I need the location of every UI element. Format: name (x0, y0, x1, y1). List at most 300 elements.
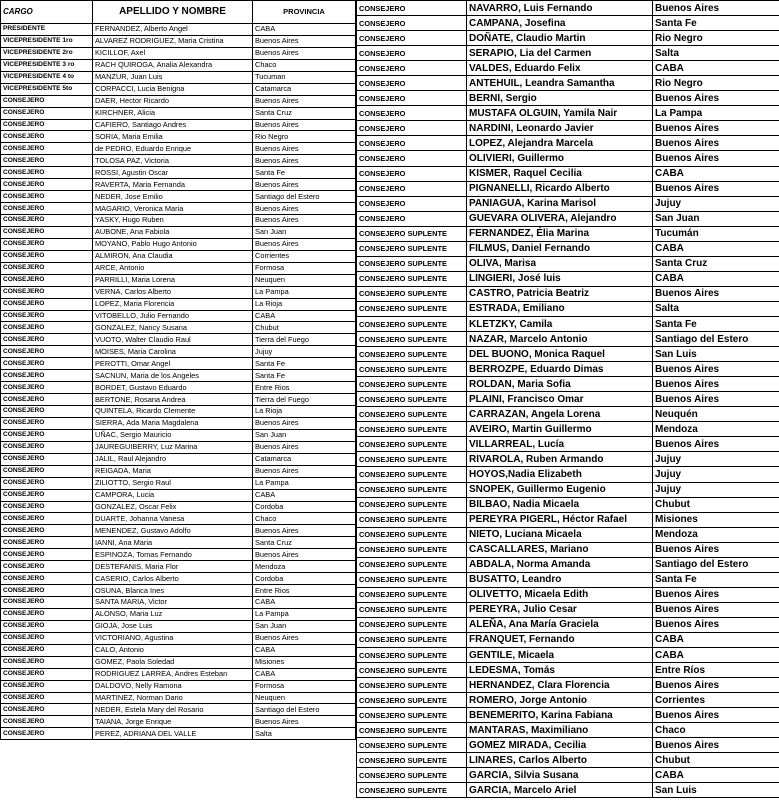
provincia-cell: Chaco (253, 59, 356, 71)
table-row (357, 452, 779, 467)
nombre-cell: VITOBELLO, Julio Fernando (93, 310, 253, 322)
provincia-cell: Mendoza (653, 422, 779, 437)
nombre-cell: UÑAC, Sergio Mauricio (93, 429, 253, 441)
nombre-cell: PANIAGUA, Karina Marisol (467, 196, 653, 211)
provincia-cell: Santa Fe (253, 167, 356, 179)
cargo-cell: CONSEJERO SUPLENTE (357, 497, 467, 512)
nombre-cell: NIETO, Luciana Micaela (467, 527, 653, 542)
cargo-cell: CONSEJERO (1, 632, 93, 644)
provincia-cell: CABA (653, 241, 779, 256)
cargo-cell: CONSEJERO (1, 119, 93, 131)
provincia-cell: Rio Negro (253, 131, 356, 143)
provincia-cell: Buenos Aires (653, 121, 779, 136)
nombre-cell: NEDER, Jose Emilio (93, 191, 253, 203)
nombre-cell: GOMEZ, Paola Soledad (93, 656, 253, 668)
nombre-cell: HERNANDEZ, Clara Florencia (467, 678, 653, 693)
provincia-cell: Chaco (253, 513, 356, 525)
table-row (1, 668, 356, 680)
nombre-cell: DAER, Hector Ricardo (93, 95, 253, 107)
cargo-cell: VICEPRESIDENTE 1ro (1, 35, 93, 47)
table-row (1, 477, 356, 489)
nombre-cell: ROMERO, Jorge Antonio (467, 693, 653, 708)
provincia-cell: Buenos Aires (653, 738, 779, 753)
provincia-cell: Salta (653, 301, 779, 316)
table-row (357, 1, 779, 16)
nombre-cell: LINARES, Carlos Alberto (467, 753, 653, 768)
cargo-cell: PRESIDENTE (1, 24, 93, 36)
provincia-cell: Chubut (253, 322, 356, 334)
nombre-cell: DALDOVO, Nelly Ramona (93, 680, 253, 692)
provincia-cell: Neuquen (253, 692, 356, 704)
table-row (357, 362, 779, 377)
table-row (1, 47, 356, 59)
nombre-cell: MOISES, Maria Carolina (93, 346, 253, 358)
nombre-cell: DUARTE, Johanna Vanesa (93, 513, 253, 525)
provincia-cell: Tierra del Fuego (253, 334, 356, 346)
table-row (1, 71, 356, 83)
nombre-cell: BUSATTO, Leandro (467, 572, 653, 587)
nombre-cell: YASKY, Hugo Ruben (93, 215, 253, 227)
provincia-cell: Chaco (653, 723, 779, 738)
nombre-cell: KIRCHNER, Alicia (93, 107, 253, 119)
provincia-cell: Formosa (253, 680, 356, 692)
table-row (1, 24, 356, 36)
cargo-cell: CONSEJERO SUPLENTE (357, 437, 467, 452)
cargo-cell: CONSEJERO (357, 16, 467, 31)
table-row (357, 91, 779, 106)
table-row (1, 35, 356, 47)
provincia-cell: Corrientes (253, 250, 356, 262)
table-row (1, 453, 356, 465)
table-row (357, 723, 779, 738)
provincia-cell: Buenos Aires (653, 1, 779, 16)
table-row (1, 644, 356, 656)
table-row (357, 437, 779, 452)
cargo-cell: VICEPRESIDENTE 2ro (1, 47, 93, 59)
cargo-cell: CONSEJERO (1, 585, 93, 597)
cargo-cell: CONSEJERO (357, 106, 467, 121)
nombre-cell: SORIA, Maria Emilia (93, 131, 253, 143)
provincia-cell: Buenos Aires (653, 136, 779, 151)
nombre-cell: HOYOS,Nadia Elizabeth (467, 467, 653, 482)
table-row (357, 316, 779, 331)
cargo-cell: CONSEJERO (357, 76, 467, 91)
provincia-cell: CABA (253, 489, 356, 501)
table-row (357, 663, 779, 678)
cargo-cell: CONSEJERO SUPLENTE (357, 377, 467, 392)
nombre-cell: ESTRADA, Emiliano (467, 301, 653, 316)
cargo-cell: CONSEJERO (357, 181, 467, 196)
cargo-cell: CONSEJERO SUPLENTE (357, 693, 467, 708)
table-row (1, 143, 356, 155)
nombre-cell: AUBONE, Ana Fabiola (93, 226, 253, 238)
cargo-cell: CONSEJERO (1, 728, 93, 740)
table-row (1, 680, 356, 692)
table-row (1, 501, 356, 513)
provincia-cell: Entre Rios (253, 382, 356, 394)
provincia-cell: Buenos Aires (653, 437, 779, 452)
nombre-cell: AVEIRO, Martin Guillermo (467, 422, 653, 437)
nombre-cell: OLIVETTO, Micaela Edith (467, 587, 653, 602)
nombre-cell: SNOPEK, Guillermo Eugenio (467, 482, 653, 497)
provincia-cell: Catamarca (253, 83, 356, 95)
provincia-cell: Buenos Aires (253, 179, 356, 191)
table-row (357, 301, 779, 316)
cargo-cell: CONSEJERO (1, 704, 93, 716)
nombre-cell: OLIVIERI, Guillermo (467, 151, 653, 166)
cargo-cell: CONSEJERO (1, 107, 93, 119)
provincia-cell: Entre Ríos (653, 663, 779, 678)
right-roster-table (356, 0, 779, 798)
table-row (1, 262, 356, 274)
table-row (1, 406, 356, 418)
nombre-cell: SANTA MARIA, Victor (93, 597, 253, 609)
table-row (1, 394, 356, 406)
nombre-cell: BERROZPE, Eduardo Dimas (467, 362, 653, 377)
header-provincia: PROVINCIA (253, 1, 356, 24)
cargo-cell: CONSEJERO (357, 31, 467, 46)
nombre-cell: PEROTTI, Omar Angel (93, 358, 253, 370)
nombre-cell: KICILLOF, Axel (93, 47, 253, 59)
table-row (357, 332, 779, 347)
provincia-cell: San Juan (253, 226, 356, 238)
table-row (357, 31, 779, 46)
nombre-cell: NAVARRO, Luis Fernando (467, 1, 653, 16)
provincia-cell: Buenos Aires (653, 602, 779, 617)
provincia-cell: La Pampa (253, 286, 356, 298)
table-row (1, 716, 356, 728)
provincia-cell: Buenos Aires (253, 35, 356, 47)
provincia-cell: Corrientes (653, 693, 779, 708)
nombre-cell: BORDET, Gustavo Eduardo (93, 382, 253, 394)
table-row (357, 602, 779, 617)
table-row (1, 632, 356, 644)
nombre-cell: GARCIA, Silvia Susana (467, 768, 653, 783)
nombre-cell: ALMIRON, Ana Claudia (93, 250, 253, 262)
table-row (1, 119, 356, 131)
cargo-cell: CONSEJERO (1, 513, 93, 525)
nombre-cell: NAZAR, Marcelo Antonio (467, 332, 653, 347)
nombre-cell: TAIANA, Jorge Enrique (93, 716, 253, 728)
nombre-cell: FRANQUET, Fernando (467, 632, 653, 647)
nombre-cell: CALO, Antonio (93, 644, 253, 656)
cargo-cell: CONSEJERO (1, 453, 93, 465)
provincia-cell: Buenos Aires (253, 417, 356, 429)
nombre-cell: PIGNANELLI, Ricardo Alberto (467, 181, 653, 196)
provincia-cell: Santa Cruz (253, 107, 356, 119)
cargo-cell: VICEPRESIDENTE 4 to (1, 71, 93, 83)
cargo-cell: CONSEJERO (1, 537, 93, 549)
provincia-cell: Jujuy (653, 482, 779, 497)
table-row (1, 95, 356, 107)
cargo-cell: CONSEJERO SUPLENTE (357, 467, 467, 482)
table-row (357, 708, 779, 723)
cargo-cell: CONSEJERO SUPLENTE (357, 632, 467, 647)
table-row (357, 783, 779, 798)
provincia-cell: Buenos Aires (653, 542, 779, 557)
nombre-cell: SACNUN, Maria de los Angeles (93, 370, 253, 382)
table-row (1, 429, 356, 441)
provincia-cell: La Rioja (253, 406, 356, 418)
cargo-cell: CONSEJERO (1, 203, 93, 215)
provincia-cell: Rio Negro (653, 31, 779, 46)
nombre-cell: ALONSO, Maria Luz (93, 608, 253, 620)
cargo-cell: CONSEJERO (357, 166, 467, 181)
table-row (357, 46, 779, 61)
cargo-cell: CONSEJERO SUPLENTE (357, 347, 467, 362)
nombre-cell: OLIVA, Marisa (467, 256, 653, 271)
cargo-cell: CONSEJERO (357, 46, 467, 61)
nombre-cell: LOPEZ, Alejandra Marcela (467, 136, 653, 151)
cargo-cell: CONSEJERO SUPLENTE (357, 648, 467, 663)
table-row (1, 250, 356, 262)
table-row (1, 608, 356, 620)
nombre-cell: JAUREGUIBERRY, Luz Marina (93, 441, 253, 453)
provincia-cell: Jujuy (653, 452, 779, 467)
nombre-cell: CASCALLARES, Mariano (467, 542, 653, 557)
provincia-cell: Neuquén (653, 407, 779, 422)
nombre-cell: MARTINEZ, Norman Dario (93, 692, 253, 704)
provincia-cell: San Luis (653, 783, 779, 798)
table-row (1, 155, 356, 167)
nombre-cell: BENEMERITO, Karina Fabiana (467, 708, 653, 723)
provincia-cell: Mendoza (253, 561, 356, 573)
cargo-cell: CONSEJERO SUPLENTE (357, 422, 467, 437)
cargo-cell: CONSEJERO (1, 346, 93, 358)
table-row (1, 238, 356, 250)
nombre-cell: REIGADA, Maria (93, 465, 253, 477)
provincia-cell: Buenos Aires (653, 362, 779, 377)
provincia-cell: Buenos Aires (253, 716, 356, 728)
table-row (357, 617, 779, 632)
nombre-cell: GUEVARA OLIVERA, Alejandro (467, 211, 653, 226)
cargo-cell: CONSEJERO (1, 274, 93, 286)
nombre-cell: NARDINI, Leonardo Javier (467, 121, 653, 136)
table-row (1, 537, 356, 549)
cargo-cell: CONSEJERO SUPLENTE (357, 783, 467, 798)
table-row (1, 131, 356, 143)
provincia-cell: Chubut (653, 497, 779, 512)
cargo-cell: CONSEJERO (1, 286, 93, 298)
table-row (357, 542, 779, 557)
table-row (1, 167, 356, 179)
provincia-cell: Jujuy (253, 346, 356, 358)
provincia-cell: Buenos Aires (653, 678, 779, 693)
cargo-cell: CONSEJERO (1, 465, 93, 477)
table-row (357, 678, 779, 693)
header-row (1, 1, 356, 24)
cargo-cell: CONSEJERO (1, 131, 93, 143)
table-row (1, 191, 356, 203)
provincia-cell: Buenos Aires (253, 215, 356, 227)
nombre-cell: CASERIO, Carlos Alberto (93, 573, 253, 585)
provincia-cell: Buenos Aires (653, 181, 779, 196)
provincia-cell: Buenos Aires (253, 143, 356, 155)
nombre-cell: ANTEHUIL, Leandra Samantha (467, 76, 653, 91)
cargo-cell: CONSEJERO (1, 215, 93, 227)
provincia-cell: CABA (253, 24, 356, 36)
cargo-cell: CONSEJERO (1, 417, 93, 429)
cargo-cell: CONSEJERO (1, 668, 93, 680)
provincia-cell: Buenos Aires (653, 587, 779, 602)
table-row (357, 512, 779, 527)
nombre-cell: de PEDRO, Eduardo Enrique (93, 143, 253, 155)
cargo-cell: CONSEJERO (1, 155, 93, 167)
provincia-cell: Misiones (253, 656, 356, 668)
nombre-cell: LOPEZ, Maria Florencia (93, 298, 253, 310)
cargo-cell: CONSEJERO (357, 91, 467, 106)
provincia-cell: Buenos Aires (253, 155, 356, 167)
cargo-cell: CONSEJERO (1, 680, 93, 692)
cargo-cell: CONSEJERO (1, 167, 93, 179)
provincia-cell: Cordoba (253, 501, 356, 513)
table-row (1, 704, 356, 716)
cargo-cell: CONSEJERO (1, 310, 93, 322)
cargo-cell: CONSEJERO (1, 597, 93, 609)
cargo-cell: CONSEJERO (357, 121, 467, 136)
nombre-cell: RIVAROLA, Ruben Armando (467, 452, 653, 467)
provincia-cell: Buenos Aires (253, 95, 356, 107)
table-row (357, 557, 779, 572)
cargo-cell: CONSEJERO (1, 298, 93, 310)
cargo-cell: CONSEJERO SUPLENTE (357, 256, 467, 271)
nombre-cell: ESPINOZA, Tomas Fernando (93, 549, 253, 561)
nombre-cell: GENTILE, Micaela (467, 648, 653, 663)
cargo-cell: CONSEJERO SUPLENTE (357, 241, 467, 256)
provincia-cell: CABA (653, 768, 779, 783)
table-row (1, 370, 356, 382)
table-row (357, 527, 779, 542)
cargo-cell: CONSEJERO (1, 143, 93, 155)
nombre-cell: DEL BUONO, Monica Raquel (467, 347, 653, 362)
nombre-cell: CASTRO, Patricia Beatriz (467, 286, 653, 301)
nombre-cell: DOÑATE, Claudio Martin (467, 31, 653, 46)
provincia-cell: CABA (653, 271, 779, 286)
nombre-cell: TOLOSA PAZ, Victoria (93, 155, 253, 167)
cargo-cell: VICEPRESIDENTE 5to (1, 83, 93, 95)
provincia-cell: CABA (253, 597, 356, 609)
provincia-cell: Chubut (653, 753, 779, 768)
table-row (357, 738, 779, 753)
table-row (1, 59, 356, 71)
table-row (1, 107, 356, 119)
provincia-cell: Neuquen (253, 274, 356, 286)
nombre-cell: MUSTAFA OLGUIN, Yamila Nair (467, 106, 653, 121)
provincia-cell: La Pampa (253, 477, 356, 489)
table-row (357, 151, 779, 166)
table-row (1, 215, 356, 227)
cargo-cell: CONSEJERO (1, 370, 93, 382)
table-row (1, 286, 356, 298)
table-row (357, 377, 779, 392)
provincia-cell: CABA (653, 166, 779, 181)
table-row (357, 196, 779, 211)
cargo-cell: CONSEJERO SUPLENTE (357, 723, 467, 738)
table-row (357, 347, 779, 362)
table-row (1, 298, 356, 310)
table-row (1, 549, 356, 561)
nombre-cell: JALIL, Raul Alejandro (93, 453, 253, 465)
table-row (1, 525, 356, 537)
nombre-cell: KLETZKY, Camila (467, 316, 653, 331)
table-row (357, 61, 779, 76)
cargo-cell: CONSEJERO (357, 1, 467, 16)
table-row (357, 482, 779, 497)
cargo-cell: CONSEJERO (1, 358, 93, 370)
right-roster-body (357, 1, 779, 798)
cargo-cell: CONSEJERO SUPLENTE (357, 542, 467, 557)
table-row (357, 181, 779, 196)
provincia-cell: San Luis (653, 347, 779, 362)
provincia-cell: Catamarca (253, 453, 356, 465)
nombre-cell: ZILIOTTO, Sergio Raul (93, 477, 253, 489)
nombre-cell: PEREYRA PIGERL, Héctor Rafael (467, 512, 653, 527)
cargo-cell: CONSEJERO (1, 716, 93, 728)
cargo-cell: CONSEJERO (357, 151, 467, 166)
provincia-cell: Buenos Aires (253, 632, 356, 644)
table-row (1, 692, 356, 704)
cargo-cell: CONSEJERO SUPLENTE (357, 617, 467, 632)
nombre-cell: VICTORIANO, Agustina (93, 632, 253, 644)
table-row (1, 274, 356, 286)
nombre-cell: ABDALA, Norma Amanda (467, 557, 653, 572)
table-row (1, 573, 356, 585)
nombre-cell: BILBAO, Nadia Micaela (467, 497, 653, 512)
cargo-cell: CONSEJERO (1, 429, 93, 441)
provincia-cell: Cordoba (253, 573, 356, 585)
provincia-cell: Tucuman (253, 71, 356, 83)
table-row (357, 136, 779, 151)
provincia-cell: Salta (253, 728, 356, 740)
header-cargo: CARGO (1, 1, 93, 24)
cargo-cell: CONSEJERO SUPLENTE (357, 708, 467, 723)
cargo-cell: CONSEJERO (1, 573, 93, 585)
cargo-cell: CONSEJERO (1, 238, 93, 250)
provincia-cell: Formosa (253, 262, 356, 274)
nombre-cell: RACH QUIROGA, Analia Alexandra (93, 59, 253, 71)
cargo-cell: CONSEJERO (357, 136, 467, 151)
cargo-cell: CONSEJERO SUPLENTE (357, 452, 467, 467)
table-row (357, 286, 779, 301)
provincia-cell: Tucumán (653, 226, 779, 241)
cargo-cell: CONSEJERO (357, 211, 467, 226)
header-nombre: APELLIDO Y NOMBRE (93, 1, 253, 24)
provincia-cell: Buenos Aires (653, 286, 779, 301)
table-row (1, 322, 356, 334)
table-row (1, 226, 356, 238)
table-row (357, 392, 779, 407)
nombre-cell: OSUNA, Blanca Ines (93, 585, 253, 597)
cargo-cell: CONSEJERO SUPLENTE (357, 678, 467, 693)
nombre-cell: FERNANDEZ, Alberto Angel (93, 24, 253, 36)
cargo-cell: CONSEJERO (1, 250, 93, 262)
cargo-cell: CONSEJERO (1, 644, 93, 656)
provincia-cell: CABA (653, 648, 779, 663)
cargo-cell: CONSEJERO (357, 61, 467, 76)
nombre-cell: MENENDEZ, Gustavo Adolfo (93, 525, 253, 537)
provincia-cell: CABA (253, 310, 356, 322)
provincia-cell: Rio Negro (653, 76, 779, 91)
provincia-cell: Buenos Aires (253, 47, 356, 59)
provincia-cell: Santiago del Estero (653, 557, 779, 572)
nombre-cell: CARRAZAN, Angela Lorena (467, 407, 653, 422)
provincia-cell: Buenos Aires (253, 238, 356, 250)
nombre-cell: RODRIGUEZ LARREA, Andres Esteban (93, 668, 253, 680)
table-row (1, 620, 356, 632)
cargo-cell: CONSEJERO (1, 406, 93, 418)
nombre-cell: PEREZ, ADRIANA DEL VALLE (93, 728, 253, 740)
table-row (357, 693, 779, 708)
